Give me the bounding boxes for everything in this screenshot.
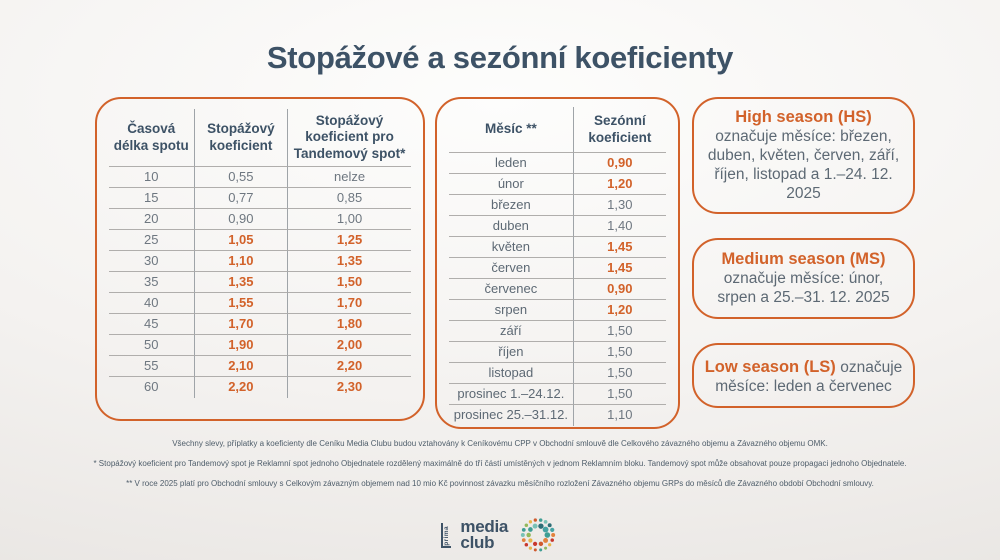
table-cell: 1,05: [194, 230, 288, 251]
prima-logo-mark: [441, 523, 452, 548]
table-cell: 25: [109, 230, 194, 251]
table-cell: nelze: [287, 167, 411, 188]
table-cell: prosinec 1.–24.12.: [449, 384, 573, 405]
table-cell: 1,70: [287, 293, 411, 314]
table-cell: 2,30: [287, 377, 411, 398]
table-cell: 15: [109, 188, 194, 209]
table-cell: 45: [109, 314, 194, 335]
table-cell: 1,90: [194, 335, 288, 356]
table-cell: 1,30: [573, 195, 666, 216]
table-cell: 2,20: [287, 356, 411, 377]
table-cell: 1,50: [573, 321, 666, 342]
table-cell: 2,20: [194, 377, 288, 398]
high-season-title: High season (HS): [735, 108, 872, 127]
column-header-coefficient: Stopážový koeficient: [194, 109, 288, 167]
table-cell: 1,35: [194, 272, 288, 293]
table-cell: červen: [449, 258, 573, 279]
table-cell: 2,10: [194, 356, 288, 377]
table-cell: 1,10: [573, 405, 666, 426]
season-coefficient-table: [435, 97, 680, 429]
table-cell: 60: [144, 379, 159, 395]
table-cell: 50: [109, 335, 194, 356]
table-cell: 1,80: [287, 314, 411, 335]
table-cell: 1,45: [573, 237, 666, 258]
table-cell: 1,45: [573, 258, 666, 279]
footnote-tandem: * Stopážový koeficient pro Tandemový spot je Reklamní spot jednoho Objednatele rozdělený maximálně do tří částí umístěných v jednom Reklamním bloku. Tandemový spot může obsahovat pouze propagaci jednoho Objednatele.: [93, 459, 907, 468]
table-cell: 1,00: [287, 209, 411, 230]
table-cell: 1,55: [194, 293, 288, 314]
table-cell: 1,50: [573, 342, 666, 363]
table-cell: 1,50: [573, 363, 666, 384]
low-season-box: [692, 343, 915, 408]
table-cell: srpen: [449, 300, 573, 321]
table-cell: září: [449, 321, 573, 342]
page-title: Stopážové a sezónní koeficienty: [266, 40, 734, 75]
length-coefficient-table: [95, 97, 425, 421]
low-season-title: Low season (LS): [704, 358, 836, 376]
footnote-2025: ** V roce 2025 platí pro Obchodní smlouvy s Celkovým závazným objemem nad 10 mio Kč povinnost závazku měsíčního rozložení Závazného objemu GRPs do měsíců dle Závazného období Obchodní smlouvy.: [126, 479, 874, 488]
table-cell: 0,55: [194, 167, 288, 188]
table-cell: leden: [449, 153, 573, 174]
table-cell: 1,20: [573, 300, 666, 321]
footnotes: [65, 438, 935, 498]
colorful-dot-ring-icon: [517, 514, 559, 556]
table-cell: 0,90: [573, 153, 666, 174]
table-cell: 1,40: [573, 216, 666, 237]
table-cell: červenec: [449, 279, 573, 300]
logo-word-media: media: [460, 517, 509, 537]
table-cell: 0,85: [287, 188, 411, 209]
table-cell: 10: [109, 167, 194, 188]
table-cell: 30: [109, 251, 194, 272]
table-cell: 40: [109, 293, 194, 314]
table-cell: 20: [109, 209, 194, 230]
table-cell: 1,10: [194, 251, 288, 272]
column-header-season-coefficient: Sezónní koeficient: [573, 107, 666, 153]
column-header-tandem-coefficient: Stopážový koeficient pro Tandemový spot*: [287, 109, 411, 167]
table-cell: 0,90: [573, 279, 666, 300]
table-cell: 1,35: [287, 251, 411, 272]
logo-word-club: club: [460, 533, 495, 552]
high-season-box: [692, 97, 915, 214]
prima-logo-text: prima: [442, 525, 450, 546]
table-cell: květen: [449, 237, 573, 258]
table-cell: 35: [109, 272, 194, 293]
table-cell: 1,50: [573, 384, 666, 405]
table-cell: 1,70: [194, 314, 288, 335]
table-cell: duben: [449, 216, 573, 237]
footnote-general: Všechny slevy, příplatky a koeficienty dle Ceníku Media Clubu budou vztahovány k Ceníkovému CPP v Obchodní smlouvě dle Celkového závazného objemu a Závazného objemu OMK.: [172, 439, 828, 448]
medium-season-title: Medium season (MS): [721, 250, 886, 269]
table-cell: 0,77: [194, 188, 288, 209]
table-cell: únor: [449, 174, 573, 195]
table-cell: 2,00: [287, 335, 411, 356]
high-season-text: označuje měsíce: březen, duben, květen, červen, září, říjen, listopad a 1.–24. 12. 2025: [707, 128, 900, 202]
column-header-duration: Časová délka spotu: [109, 109, 194, 167]
table-cell: březen: [449, 195, 573, 216]
media-club-logo: [0, 514, 1000, 556]
table-cell: 1,20: [573, 174, 666, 195]
column-header-month: Měsíc **: [449, 107, 573, 153]
table-cell: 1,50: [287, 272, 411, 293]
table-cell: 55: [109, 356, 194, 377]
table-cell: 1,25: [287, 230, 411, 251]
table-cell: prosinec 25.–31.12.: [453, 407, 568, 423]
table-cell: říjen: [449, 342, 573, 363]
media-club-wordmark: [460, 519, 508, 550]
table-cell: 0,90: [194, 209, 288, 230]
table-cell: listopad: [449, 363, 573, 384]
medium-season-box: [692, 238, 915, 319]
medium-season-text: označuje měsíce: únor, srpen a 25.–31. 12. 2025: [717, 269, 890, 306]
low-season-text: označuje měsíce: leden a červenec: [715, 359, 903, 395]
